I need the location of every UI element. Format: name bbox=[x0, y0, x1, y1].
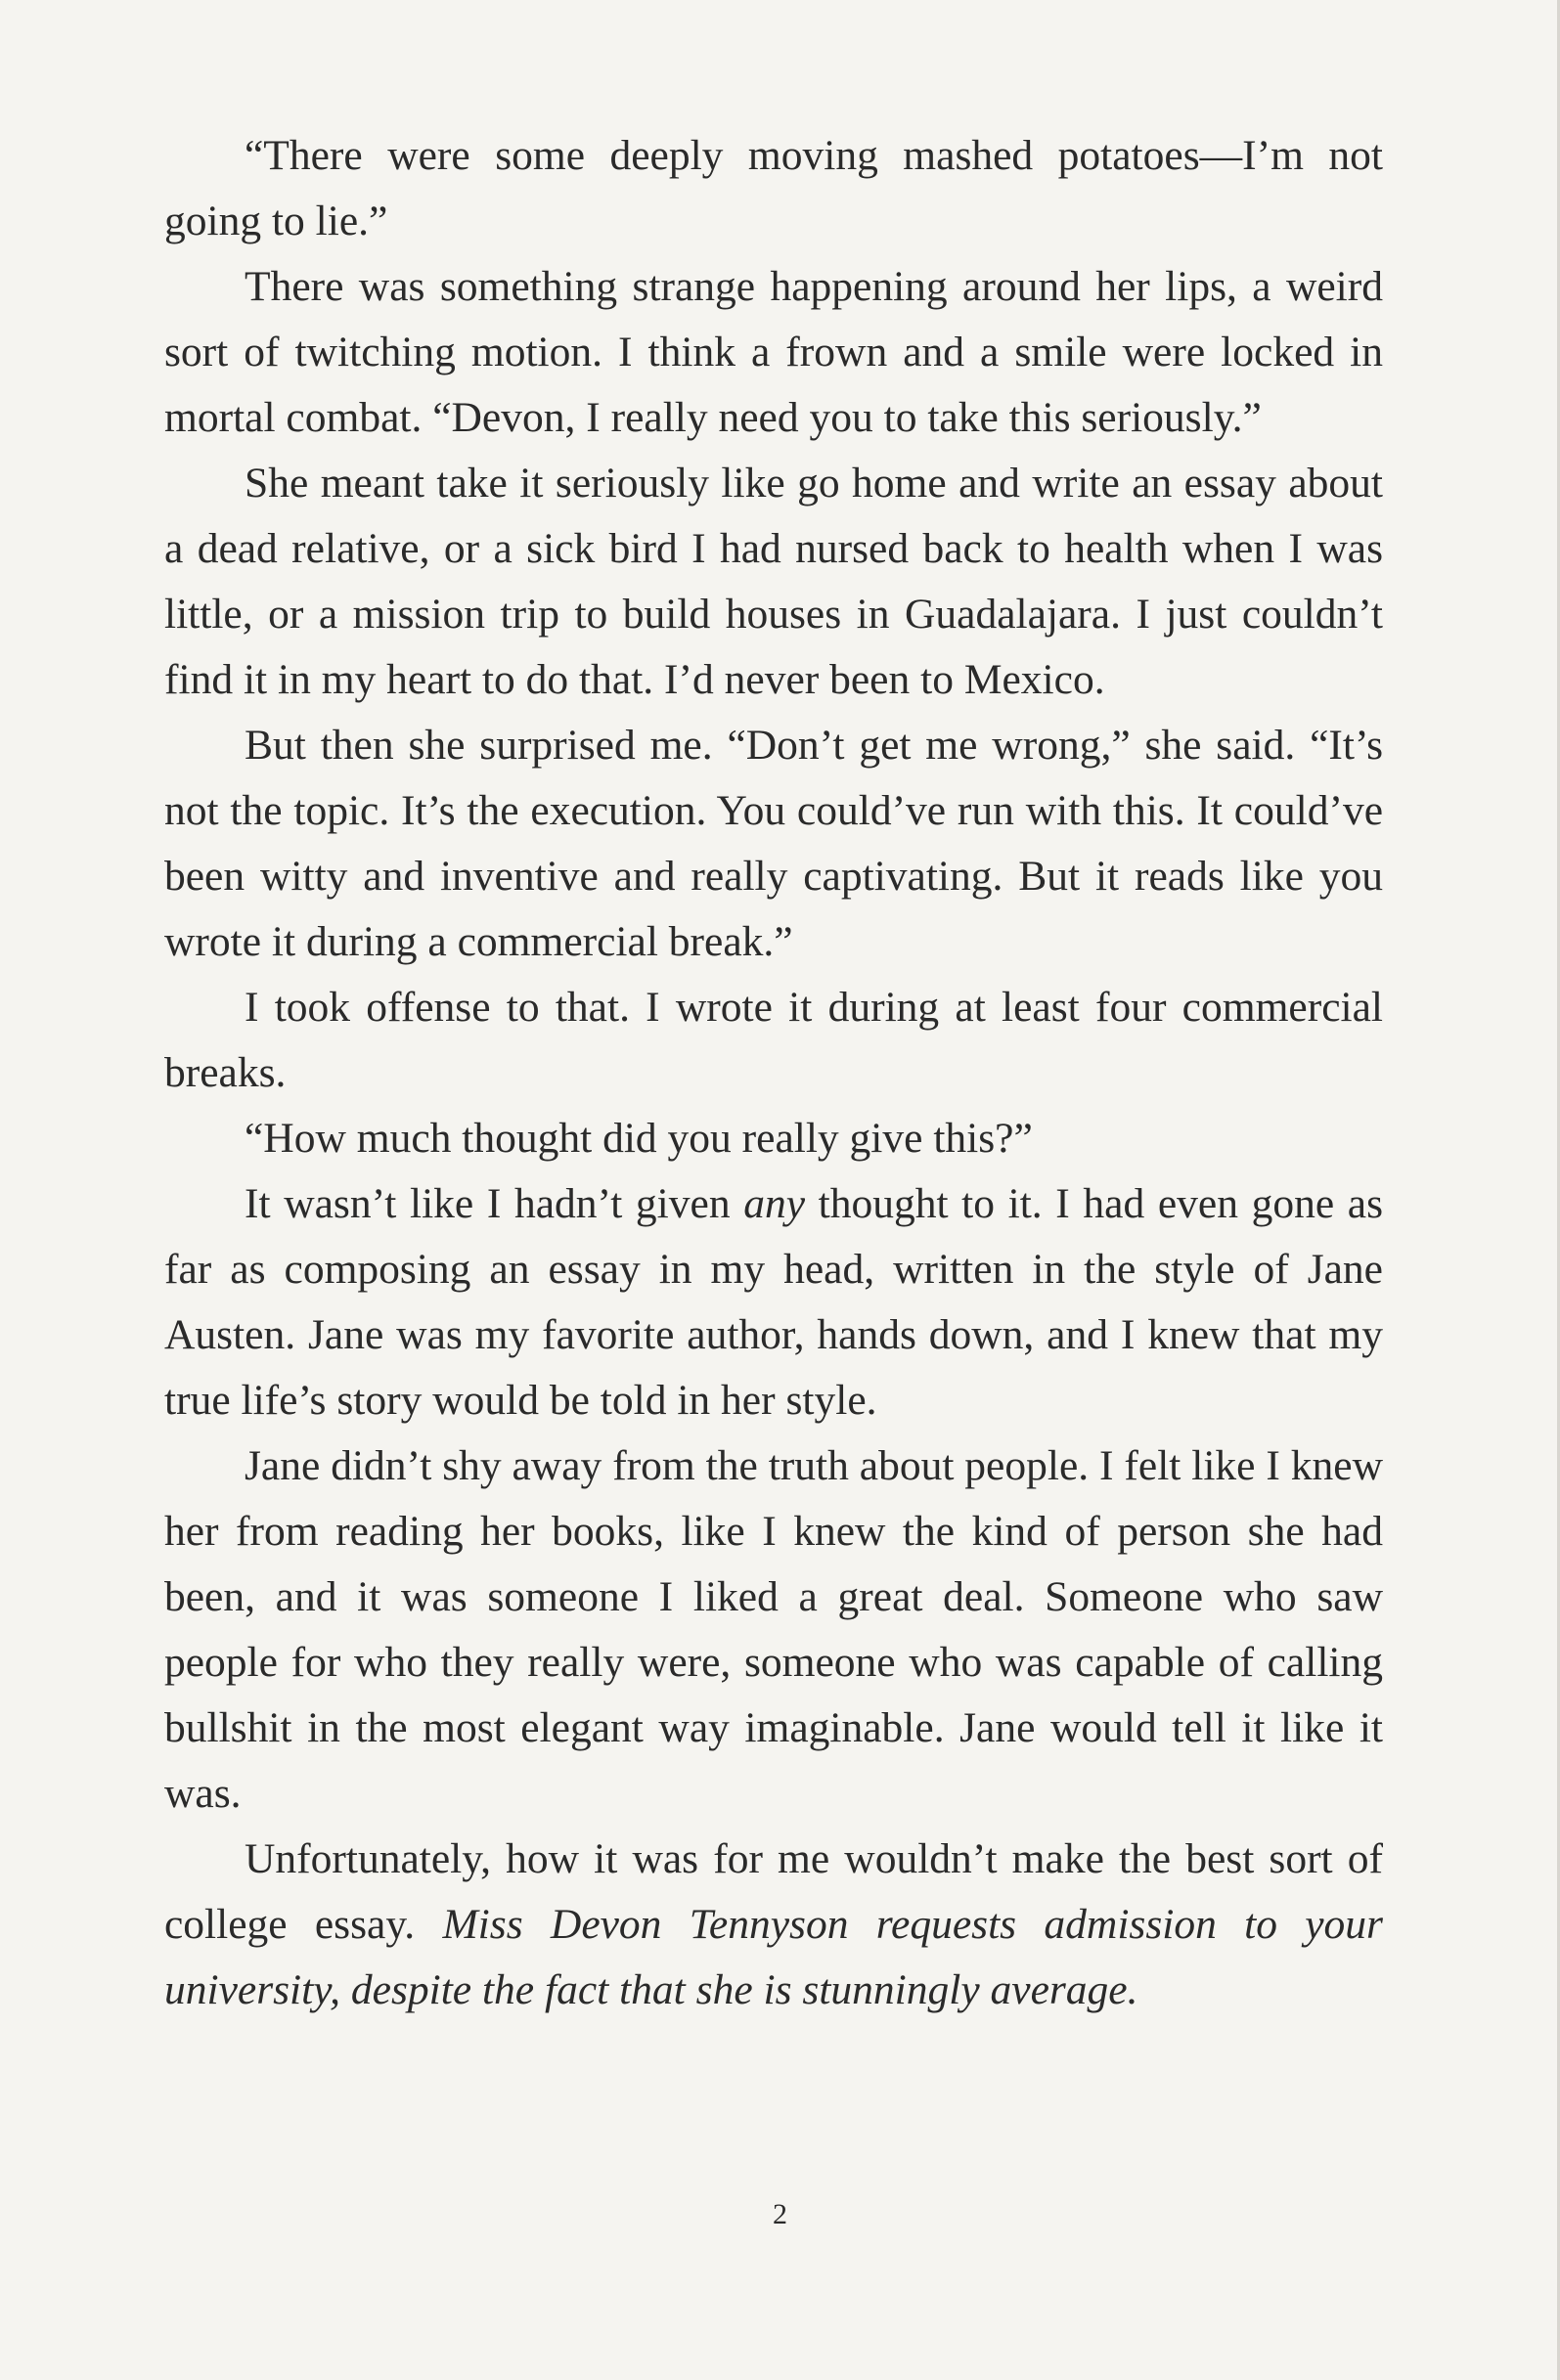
paragraph-6: “How much thought did you really give this?” bbox=[245, 1115, 1033, 1162]
paragraph-5: I took offense to that. I wrote it during at least four commercial breaks. bbox=[164, 984, 1383, 1096]
paragraph-9 bbox=[164, 1827, 1383, 2023]
paragraph-7 bbox=[164, 1171, 1383, 1433]
paragraph-1: “There were some deeply moving mashed potatoes—I’m not going to lie.” bbox=[164, 132, 1383, 244]
body-text bbox=[164, 123, 1383, 2023]
paragraph-7-lead: It wasn’t like I hadn’t given bbox=[245, 1180, 744, 1227]
italic-admission-line: Miss Devon Tennyson requests admission to your university, despite the fact that she is stunningly average. bbox=[164, 1901, 1383, 2013]
paragraph-7-rest: thought to it. I had even gone as far as composing an essay in my head, written in the style of Jane Austen. Jane was my favorite author, hands down, and I knew that my true life’s story would be told in her style. bbox=[164, 1180, 1383, 1424]
page-number: 2 bbox=[773, 2198, 787, 2230]
paragraph-8: Jane didn’t shy away from the truth about people. I felt like I knew her from reading her books, like I knew the kind of person she had been, and it was someone I liked a great deal. Someone who saw people for who they really were, someone who was capable of calling bullshit in the most elegant way imaginable. Jane would tell it like it was. bbox=[164, 1442, 1383, 1817]
paragraph-9-lead: Unfortunately, how it was for me wouldn’t make the best sort of college essay. bbox=[164, 1835, 1383, 1948]
emphasis-any: any bbox=[743, 1180, 806, 1227]
paragraph-2: There was something strange happening around her lips, a weird sort of twitching motion. I think a frown and a smile were locked in mortal combat. “Devon, I really need you to take this seriously.” bbox=[164, 263, 1383, 441]
paragraph-4: But then she surprised me. “Don’t get me wrong,” she said. “It’s not the topic. It’s the execution. You could’ve run with this. It could’ve been witty and inventive and really captivating. But it reads like you wrote it during a commercial break.” bbox=[164, 722, 1383, 965]
paragraph-3: She meant take it seriously like go home and write an essay about a dead relative, or a sick bird I had nursed back to health when I was little, or a mission trip to build houses in Guadalajara. I just couldn’t find it in my heart to do that. I’d never been to Mexico. bbox=[164, 460, 1383, 703]
